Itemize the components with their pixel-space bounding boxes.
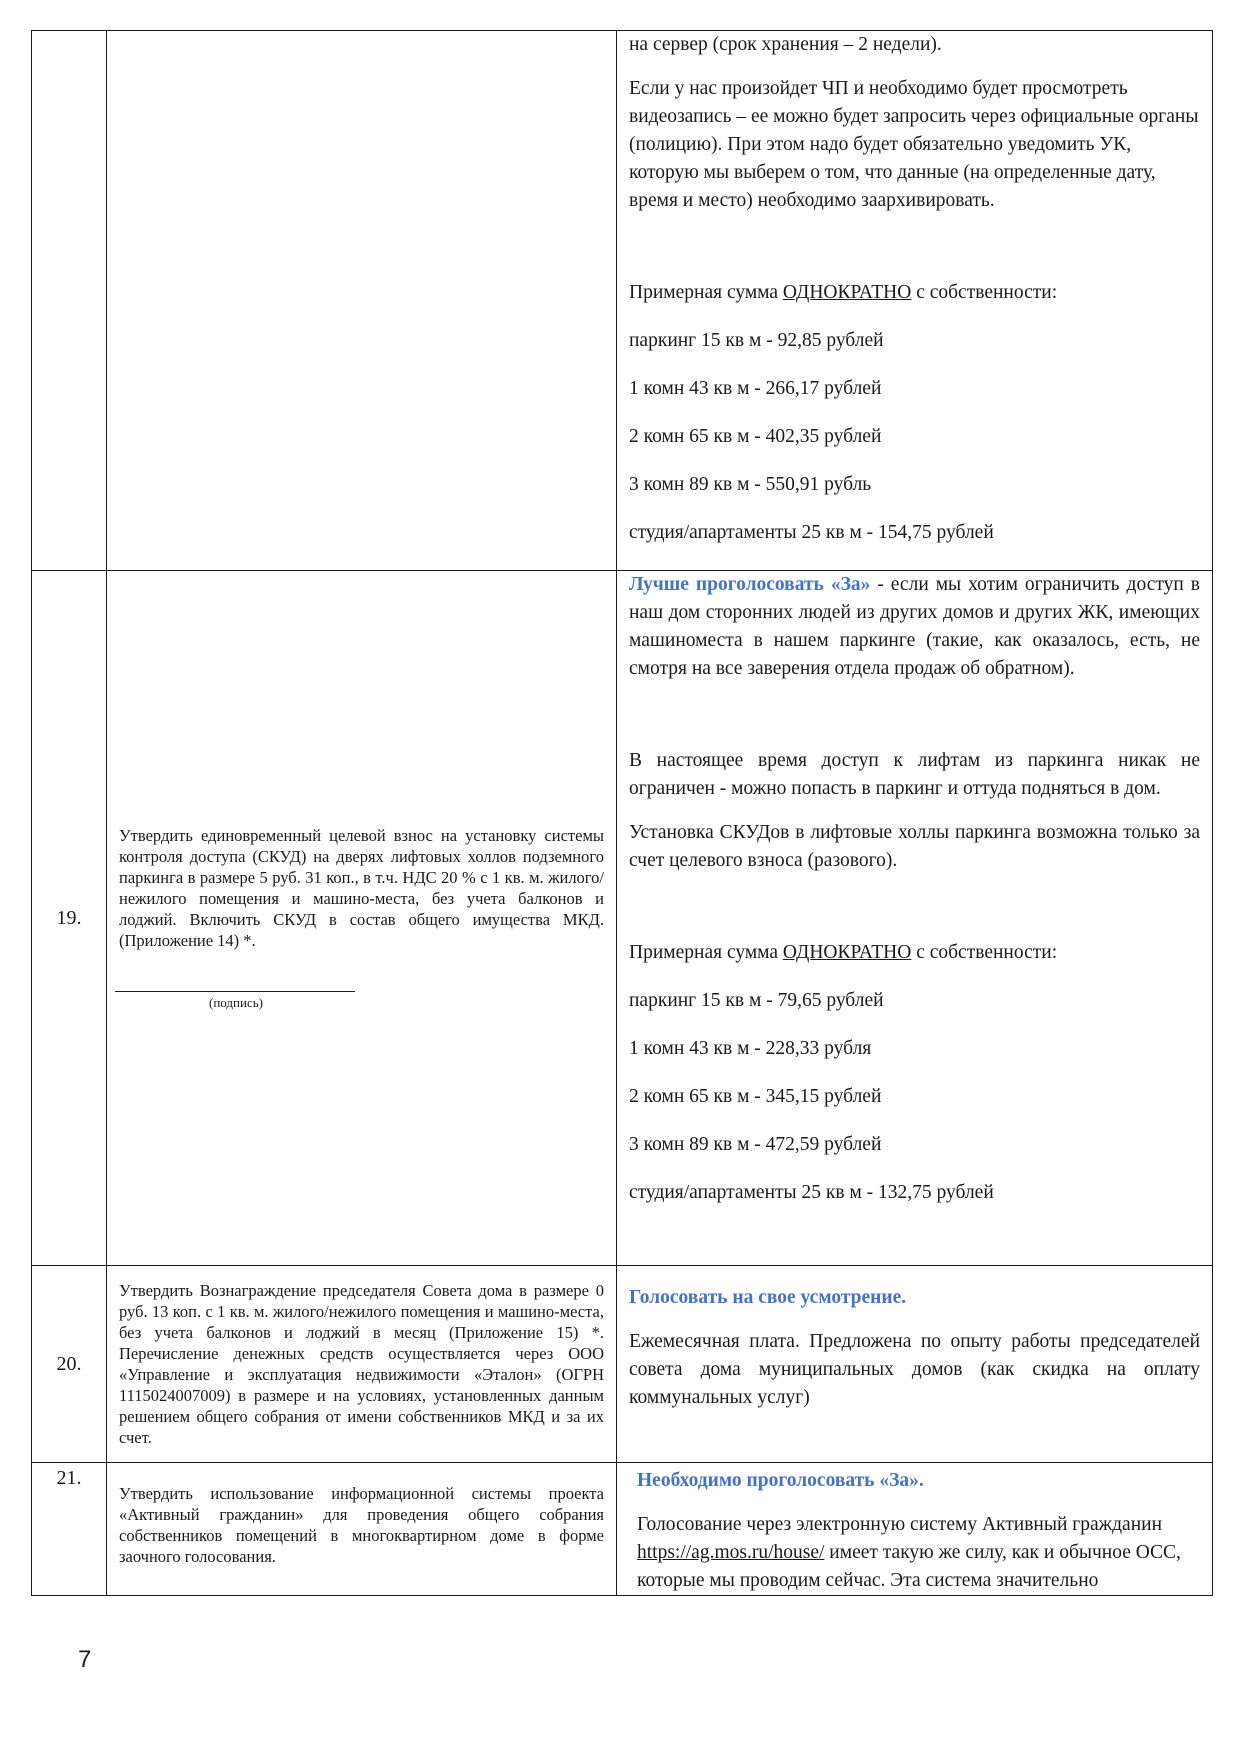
comment-cell <box>617 1266 1213 1463</box>
question-cell <box>107 571 617 1266</box>
price-item: паркинг 15 кв м - 92,85 рублей <box>629 330 884 351</box>
number-cell <box>32 31 107 571</box>
comment-cell <box>617 571 1213 1266</box>
price-item: 3 комн 89 кв м - 472,59 рублей <box>629 1134 882 1155</box>
underlined-word: ОДНОКРАТНО <box>782 942 912 963</box>
price-item: паркинг 15 кв м - 79,65 рублей <box>629 990 884 1011</box>
comment-paragraph: Лучше проголосовать «За» - если мы хотим ограничить доступ в наш дом сторонних людей из других домов и других ЖК, имеющих машиноместа в нашем паркинге (такие, как оказалось, есть, не смотря на все заверения отдела продаж об обратном). <box>629 574 1200 679</box>
comment-paragraph: Установка СКУДов в лифтовые холлы паркинга возможна только за счет целевого взноса (разового). <box>629 822 1200 871</box>
price-item: 2 комн 65 кв м - 345,15 рублей <box>629 1086 882 1107</box>
comment-paragraph: В настоящее время доступ к лифтам из паркинга никак не ограничен - можно попасть в паркинг и оттуда подняться в дом. <box>629 750 1200 799</box>
question-text: Утвердить единовременный целевой взнос на установку системы контроля доступа (СКУД) на дверях лифтовых холлов подземного паркинга в размере 5 руб. 31 коп., в т.ч. НДС 20 % с 1 кв. м. жилого/нежилого помещения и машино-места, без учета балконов и лоджий. Включить СКУД в состав общего имущества МКД. (Приложение 14) *. <box>119 826 604 950</box>
verdict-label: Голосовать на свое усмотрение. <box>629 1287 907 1308</box>
agenda-table <box>31 30 1213 1596</box>
table-row-19 <box>32 571 1213 1266</box>
row-number: 21. <box>32 1463 107 1596</box>
table-row-21 <box>32 1463 1213 1596</box>
price-item: студия/апартаменты 25 кв м - 154,75 рублей <box>629 522 994 543</box>
page-number: 7 <box>78 1646 92 1673</box>
question-cell <box>107 1266 617 1463</box>
row-number: 20. <box>32 1266 107 1463</box>
signature-label: (подпись) <box>209 995 263 1010</box>
underlined-word: ОДНОКРАТНО <box>782 282 912 303</box>
verdict-label: Необходимо проголосовать «За». <box>637 1470 924 1491</box>
sum-heading: Примерная сумма ОДНОКРАТНО с собственности: <box>629 942 1058 963</box>
price-item: 1 комн 43 кв м - 228,33 рубля <box>629 1038 872 1059</box>
question-cell <box>107 31 617 571</box>
verdict-label: Лучше проголосовать «За» <box>629 574 871 595</box>
question-text: Утвердить Вознаграждение председателя Совета дома в размере 0 руб. 13 коп. с 1 кв. м. жилого/нежилого помещения и машино-места, без учета балконов и лоджий в месяц (Приложение 15) *. Перечисление денежных средств осуществляется через ООО «Управление и эксплуатация недвижимости «Эталон» (ОГРН 1115024007009) в размере и на условиях, установленных данным решением общего собрания от имени собственников МКД и за их счет. <box>119 1281 604 1447</box>
ag-mos-link[interactable]: https://ag.mos.ru/house/ <box>637 1542 825 1563</box>
sum-heading: Примерная сумма ОДНОКРАТНО с собственности: <box>629 282 1058 303</box>
comment-paragraph: Если у нас произойдет ЧП и необходимо будет просмотреть видеозапись – ее можно будет запросить через официальные органы (полицию). При этом надо будет обязательно уведомить УК, которую мы выберем о том, что данные (на определенные дату, время и место) необходимо заархивировать. <box>629 78 1199 211</box>
comment-paragraph: Ежемесячная плата. Предложена по опыту работы председателей совета дома муниципальных домов (как скидка на оплату коммунальных услуг) <box>629 1331 1200 1408</box>
question-cell <box>107 1463 617 1596</box>
price-item: 1 комн 43 кв м - 266,17 рублей <box>629 378 882 399</box>
comment-cell <box>617 31 1213 571</box>
comment-cell <box>617 1463 1213 1596</box>
table-row-20 <box>32 1266 1213 1463</box>
question-text: Утвердить использование информационной системы проекта «Активный гражданин» для проведения общего собрания собственников помещений в многоквартирном доме в форме заочного голосования. <box>119 1484 604 1566</box>
table-row-continuation <box>32 31 1213 571</box>
row-number: 19. <box>32 571 107 1266</box>
signature-line <box>115 991 355 992</box>
price-item: 2 комн 65 кв м - 402,35 рублей <box>629 426 882 447</box>
comment-paragraph: Голосование через электронную систему Активный гражданин https://ag.mos.ru/house/ имеет такую же силу, как и обычное ОСС, которые мы проводим сейчас. Эта система значительно <box>637 1514 1181 1591</box>
price-item: студия/апартаменты 25 кв м - 132,75 рублей <box>629 1182 994 1203</box>
comment-line: на сервер (срок хранения – 2 недели). <box>629 34 942 55</box>
price-item: 3 комн 89 кв м - 550,91 рубль <box>629 474 872 495</box>
